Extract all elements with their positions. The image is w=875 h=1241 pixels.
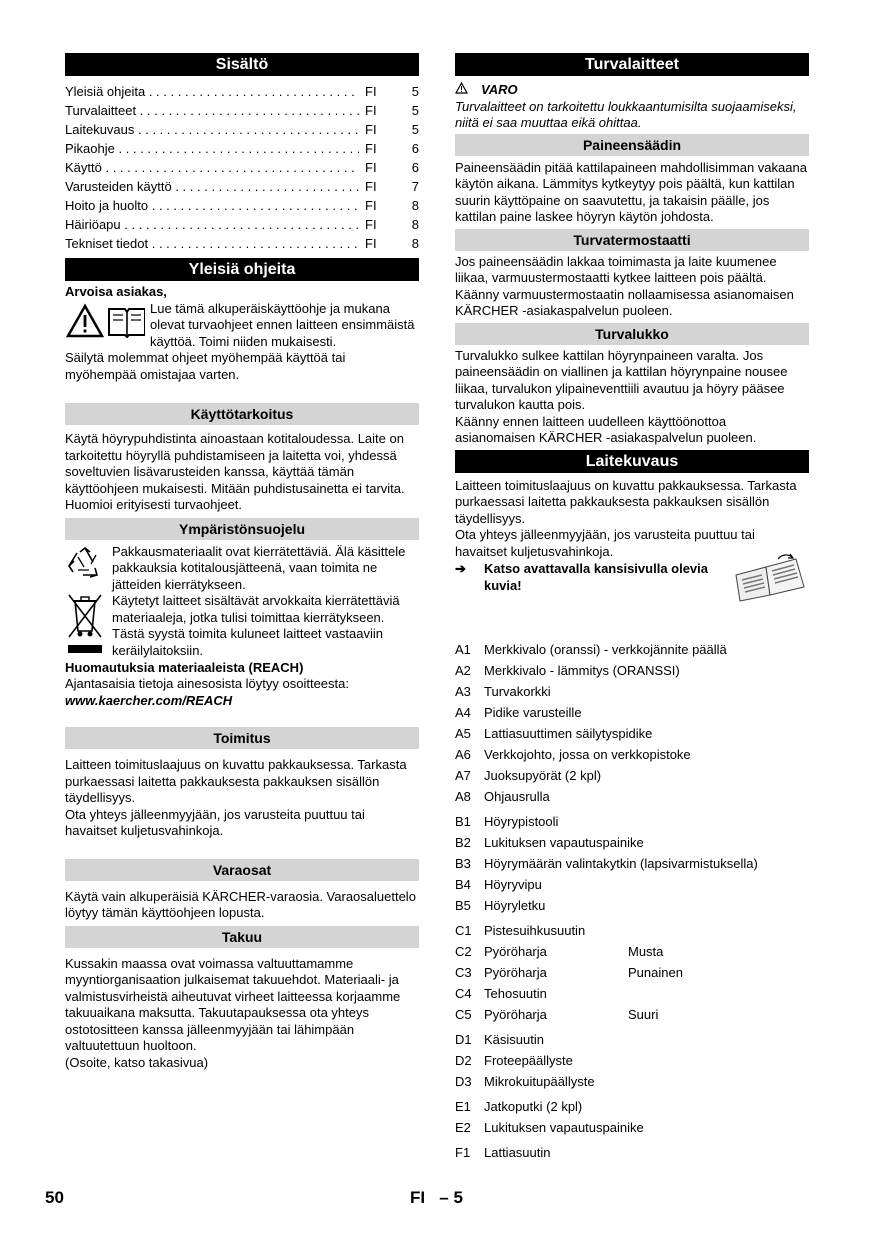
spares-heading: Varaosat xyxy=(65,859,419,881)
devices-block xyxy=(65,593,419,660)
toc-item-title: Varusteiden käyttö . . . xyxy=(65,177,359,196)
part-variant xyxy=(628,786,809,807)
part-code: D1 xyxy=(455,1031,472,1047)
part-name: Pistesuihkusuutin xyxy=(484,922,586,938)
toc-item-title: Hoito ja huolto . . . xyxy=(65,196,359,215)
part-code: B5 xyxy=(455,897,471,913)
part-name: Pyöröharja xyxy=(484,964,547,980)
part-name: Jatkoputki (2 kpl) xyxy=(484,1098,583,1114)
part-item xyxy=(455,983,809,1004)
toc-item-lang: FI xyxy=(359,177,405,196)
intro-text: Lue tämä alkuperäiskäyttöohje ja mukana olevat turvaohjeet ennen laitteen ensimmäistä käyttöä. Toimi niiden mukaisesti. xyxy=(150,300,415,349)
part-item xyxy=(455,811,809,832)
part-code: B3 xyxy=(455,855,471,871)
part-variant xyxy=(628,1142,809,1163)
part-name: Merkkivalo (oranssi) - verkkojännite päällä xyxy=(484,641,727,657)
toc-item-page: 5 xyxy=(411,103,419,118)
toc-item[interactable] xyxy=(65,139,419,158)
delivery-heading: Toimitus xyxy=(65,727,419,749)
part-variant xyxy=(628,853,809,874)
reach-link[interactable]: www.kaercher.com/REACH xyxy=(65,692,233,708)
toc-item-page: 5 xyxy=(411,84,419,99)
part-name: Pyöröharja xyxy=(484,1006,547,1022)
lock-heading: Turvalukko xyxy=(455,323,809,345)
part-code: B1 xyxy=(455,813,471,829)
toc-item-title: Häiriöapu . . . xyxy=(65,215,359,234)
part-code: E1 xyxy=(455,1098,471,1114)
part-name: Lattiasuuttimen säilytyspidike xyxy=(484,725,653,741)
part-variant xyxy=(628,895,809,916)
part-item xyxy=(455,874,809,895)
warranty-heading: Takuu xyxy=(65,926,419,948)
description-text-2: Ota yhteys jälleenmyyjään, jos varusteita puuttuu tai havaitset kuljetusvahinkoja. xyxy=(455,527,755,559)
toc-item[interactable] xyxy=(65,101,419,120)
toc-item-lang: FI xyxy=(359,234,405,253)
devices-text: Käytetyt laitteet sisältävät arvokkaita kierrätettäviä materiaaleja, jotka tulisi toimittaa kierrätykseen. Tästä syystä toimita kuluneet laitteet vastaaviin keräilylaitoksiin. xyxy=(112,593,400,658)
part-name: Pyöröharja xyxy=(484,943,547,959)
left-column xyxy=(65,53,419,1071)
part-variant: Musta xyxy=(628,943,664,959)
part-variant xyxy=(628,811,809,832)
part-code: B4 xyxy=(455,876,471,892)
part-name: Höyryvipu xyxy=(484,876,542,892)
part-item xyxy=(455,660,809,681)
environment-heading: Ympäristönsuojelu xyxy=(65,518,419,540)
part-variant xyxy=(628,832,809,853)
part-name: Mikrokuitupäällyste xyxy=(484,1073,595,1089)
part-variant xyxy=(628,983,809,1004)
part-item xyxy=(455,941,809,962)
part-name: Höyryletku xyxy=(484,897,546,913)
toc-item-lang: FI xyxy=(359,196,405,215)
part-code: C3 xyxy=(455,964,472,980)
delivery-text-1: Laitteen toimituslaajuus on kuvattu pakkauksessa. Tarkasta purkaessasi laitetta pakkauksesta pakkauksen sisällön täydellisyys. xyxy=(65,757,407,805)
toc-item-page: 5 xyxy=(411,122,419,137)
toc-item-page: 8 xyxy=(411,217,419,232)
part-name: Lukituksen vapautuspainike xyxy=(484,1119,644,1135)
part-item xyxy=(455,639,809,660)
part-name: Turvakorkki xyxy=(484,683,551,699)
thermostat-heading: Turvatermostaatti xyxy=(455,229,809,251)
toc-item-lang: FI xyxy=(359,215,405,234)
part-variant xyxy=(628,920,809,941)
intro-block xyxy=(65,301,419,351)
part-item xyxy=(455,895,809,916)
safety-heading: Turvalaitteet xyxy=(455,53,809,76)
toc-list xyxy=(65,82,419,253)
thermostat-text-1: Jos paineensäädin lakkaa toimimasta ja laite kuumenee liikaa, varmuustermostaatti kytkee laitteen pois päältä. xyxy=(455,253,777,285)
part-code: C4 xyxy=(455,985,472,1001)
toc-item-lang: FI xyxy=(359,139,405,158)
recycle-icon xyxy=(65,544,112,594)
toc-item[interactable] xyxy=(65,120,419,139)
description-text-1: Laitteen toimituslaajuus on kuvattu pakkauksessa. Tarkasta purkaessasi laitetta pakkauksesta pakkauksen sisällön täydellisyys. xyxy=(455,477,797,526)
reach-text: Ajantasaisia tietoja ainesosista löytyy osoitteesta: xyxy=(65,676,349,691)
part-item xyxy=(455,1050,809,1071)
part-code: D2 xyxy=(455,1052,472,1068)
footer-lang-page: FI – 5 xyxy=(410,1188,463,1207)
toc-item-lang: FI xyxy=(359,101,405,120)
lock-text-2: Käänny ennen laitteen uudelleen käyttöönottoa asianomaisen KÄRCHER -asiakaspalvelun puoleen. xyxy=(455,413,757,445)
toc-item-page: 8 xyxy=(411,198,419,213)
part-item xyxy=(455,744,809,765)
toc-item-page: 8 xyxy=(411,236,419,251)
keep-text: Säilytä molemmat ohjeet myöhempää käyttöä tai myöhempää omistajaa varten. xyxy=(65,350,346,382)
part-variant xyxy=(628,744,809,765)
purpose-text: Käytä höyrypuhdistinta ainoastaan kotitaloudessa. Laite on tarkoitettu höyryllä puhdistamiseen ja laitetta voi, yhdessä soveltuvien lisävarusteiden kanssa, käyttää tämän käyttöohjeen mukaisesti. Mitään puhdistusainetta ei tarvita. Huomioi erityisesti turvaohjeet. xyxy=(65,431,405,512)
part-item xyxy=(455,962,809,983)
part-name: Pidike varusteille xyxy=(484,704,582,720)
toc-item-title: Käyttö . . . xyxy=(65,158,359,177)
reach-title: Huomautuksia materiaaleista (REACH) xyxy=(65,659,304,675)
parts-list xyxy=(455,639,809,1163)
toc-heading: Sisältö xyxy=(65,53,419,76)
toc-item-lang: FI xyxy=(359,158,405,177)
part-code: A8 xyxy=(455,788,471,804)
part-item xyxy=(455,920,809,941)
toc-item-page: 6 xyxy=(411,141,419,156)
spares-text: Käytä vain alkuperäisiä KÄRCHER-varaosia. Varaosaluettelo löytyy tämän käyttöohjeen lopusta. xyxy=(65,888,416,920)
part-variant xyxy=(628,1029,809,1050)
part-variant xyxy=(628,874,809,895)
toc-item-lang: FI xyxy=(359,82,405,101)
part-item xyxy=(455,1071,809,1092)
part-item xyxy=(455,681,809,702)
pressure-text: Paineensäädin pitää kattilapaineen mahdollisimman vakaana käytön aikana. Lämmitys kytkeytyy pois päältä, kun kattilan suurin käyttöpaine on saavutettu, ja takaisin päälle, jos kattilan paine laskee höyryn käytön johdosta. xyxy=(455,159,807,224)
toc-item-title: Tekniset tiedot . . . xyxy=(65,234,359,253)
part-code: E2 xyxy=(455,1119,471,1135)
part-variant xyxy=(628,1096,809,1117)
part-variant xyxy=(628,723,809,744)
toc-item-page: 7 xyxy=(411,179,419,194)
part-code: C2 xyxy=(455,943,472,959)
toc-item-lang: FI xyxy=(359,120,405,139)
part-code: B2 xyxy=(455,834,471,850)
part-item xyxy=(455,1117,809,1138)
warranty-text: Kussakin maassa ovat voimassa valtuuttamamme myyntiorganisaation julkaisemat takuuehdot. Materiaali- ja valmistusvirheistä aiheutuvat virheet laitteessa korjaamme takuuaikana maksutta. Takuutapauksessa ota yhteys ostotositteen kanssa jälleenmyyjään tai lähimpään valtuutettuun huoltoon. xyxy=(65,955,401,1053)
part-variant xyxy=(628,765,809,786)
part-name: Höyrymäärän valintakytkin (lapsivarmistuksella) xyxy=(484,855,758,871)
toc-item-title: Pikaohje . . . xyxy=(65,139,359,158)
purpose-heading: Käyttötarkoitus xyxy=(65,403,419,425)
see-figures-row xyxy=(455,561,809,608)
part-code: D3 xyxy=(455,1073,472,1089)
warranty-address: (Osoite, katso takasivua) xyxy=(65,1054,209,1070)
part-code: F1 xyxy=(455,1144,471,1160)
part-item xyxy=(455,702,809,723)
warning-icon xyxy=(455,82,481,99)
right-column xyxy=(455,53,809,1163)
toc-item[interactable] xyxy=(65,215,419,234)
arrow-right-icon: ➔ xyxy=(455,561,466,576)
part-name: Ohjausrulla xyxy=(484,788,550,804)
pressure-heading: Paineensäädin xyxy=(455,134,809,156)
part-item xyxy=(455,853,809,874)
part-item xyxy=(455,1096,809,1117)
thermostat-text-2: Käänny varmuustermostaatin nollaamisessa asianomaisen KÄRCHER -asiakaspalvelun puoleen. xyxy=(455,286,794,318)
part-item xyxy=(455,1004,809,1025)
greeting: Arvoisa asiakas, xyxy=(65,284,167,299)
part-code: A1 xyxy=(455,641,471,657)
part-name: Höyrypistooli xyxy=(484,813,559,829)
part-item xyxy=(455,765,809,786)
part-code: A2 xyxy=(455,662,471,678)
part-name: Merkkivalo - lämmitys (ORANSSI) xyxy=(484,662,680,678)
caution-label: VARO xyxy=(481,82,518,97)
general-heading: Yleisiä ohjeita xyxy=(65,258,419,281)
part-name: Verkkojohto, jossa on verkkopistoke xyxy=(484,746,691,762)
page-number: 50 xyxy=(45,1188,64,1207)
toc-item[interactable] xyxy=(65,82,419,101)
crossed-bin-icon xyxy=(65,593,112,660)
part-variant xyxy=(628,1117,809,1138)
part-name: Käsisuutin xyxy=(484,1031,544,1047)
part-variant xyxy=(628,702,809,723)
part-name: Lattiasuutin xyxy=(484,1144,551,1160)
lock-text-1: Turvalukko sulkee kattilan höyrynpaineen varalta. Jos paineensäädin on viallinen ja kattilan höyrynpaine nousee liikaa, turvalukon ylipaineventtiili avautuu ja höyry pääsee turvalukon kautta pois. xyxy=(455,347,788,412)
part-variant xyxy=(628,660,809,681)
part-code: C5 xyxy=(455,1006,472,1022)
part-item xyxy=(455,1142,809,1163)
part-variant xyxy=(628,1050,809,1071)
toc-item-title: Turvalaitteet . . . xyxy=(65,101,359,120)
part-name: Tehosuutin xyxy=(484,985,547,1001)
description-heading: Laitekuvaus xyxy=(455,450,809,473)
part-variant: Punainen xyxy=(628,964,683,980)
toc-item-title: Laitekuvaus . . . xyxy=(65,120,359,139)
toc-item-title: Yleisiä ohjeita . . . xyxy=(65,82,359,101)
packaging-block xyxy=(65,544,419,594)
part-variant: Suuri xyxy=(628,1006,659,1022)
toc-item[interactable] xyxy=(65,196,419,215)
part-code: A3 xyxy=(455,683,471,699)
toc-item[interactable] xyxy=(65,234,419,253)
packaging-text: Pakkausmateriaalit ovat kierrätettäviä. Älä käsittele pakkauksia kotitalousjätteenä, vaan toimita ne jätteiden kierrätykseen. xyxy=(112,543,406,592)
warning-manual-icon xyxy=(65,301,150,351)
part-code: A7 xyxy=(455,767,471,783)
toc-item[interactable] xyxy=(65,158,419,177)
caution-label-row xyxy=(455,82,809,99)
part-name: Juoksupyörät (2 kpl) xyxy=(484,767,602,783)
toc-item-page: 6 xyxy=(411,160,419,175)
part-variant xyxy=(628,639,809,660)
part-item xyxy=(455,786,809,807)
part-variant xyxy=(628,1071,809,1092)
part-item xyxy=(455,1029,809,1050)
open-manual-icon xyxy=(732,553,808,608)
part-name: Lukituksen vapautuspainike xyxy=(484,834,644,850)
delivery-text-2: Ota yhteys jälleenmyyjään, jos varusteita puuttuu tai havaitset kuljetusvahinkoja. xyxy=(65,806,365,838)
part-item xyxy=(455,723,809,744)
part-code: A4 xyxy=(455,704,471,720)
part-code: A5 xyxy=(455,725,471,741)
part-code: C1 xyxy=(455,922,472,938)
part-item xyxy=(455,832,809,853)
part-code: A6 xyxy=(455,746,471,762)
toc-item[interactable] xyxy=(65,177,419,196)
part-variant xyxy=(628,681,809,702)
see-figures-text: Katso avattavalla kansisivulla olevia kuvia! xyxy=(484,561,709,593)
caution-text: Turvalaitteet on tarkoitettu loukkaantumisilta suojaamiseksi, niitä ei saa muuttaa eikä ohittaa. xyxy=(455,98,797,130)
part-name: Froteepäällyste xyxy=(484,1052,573,1068)
